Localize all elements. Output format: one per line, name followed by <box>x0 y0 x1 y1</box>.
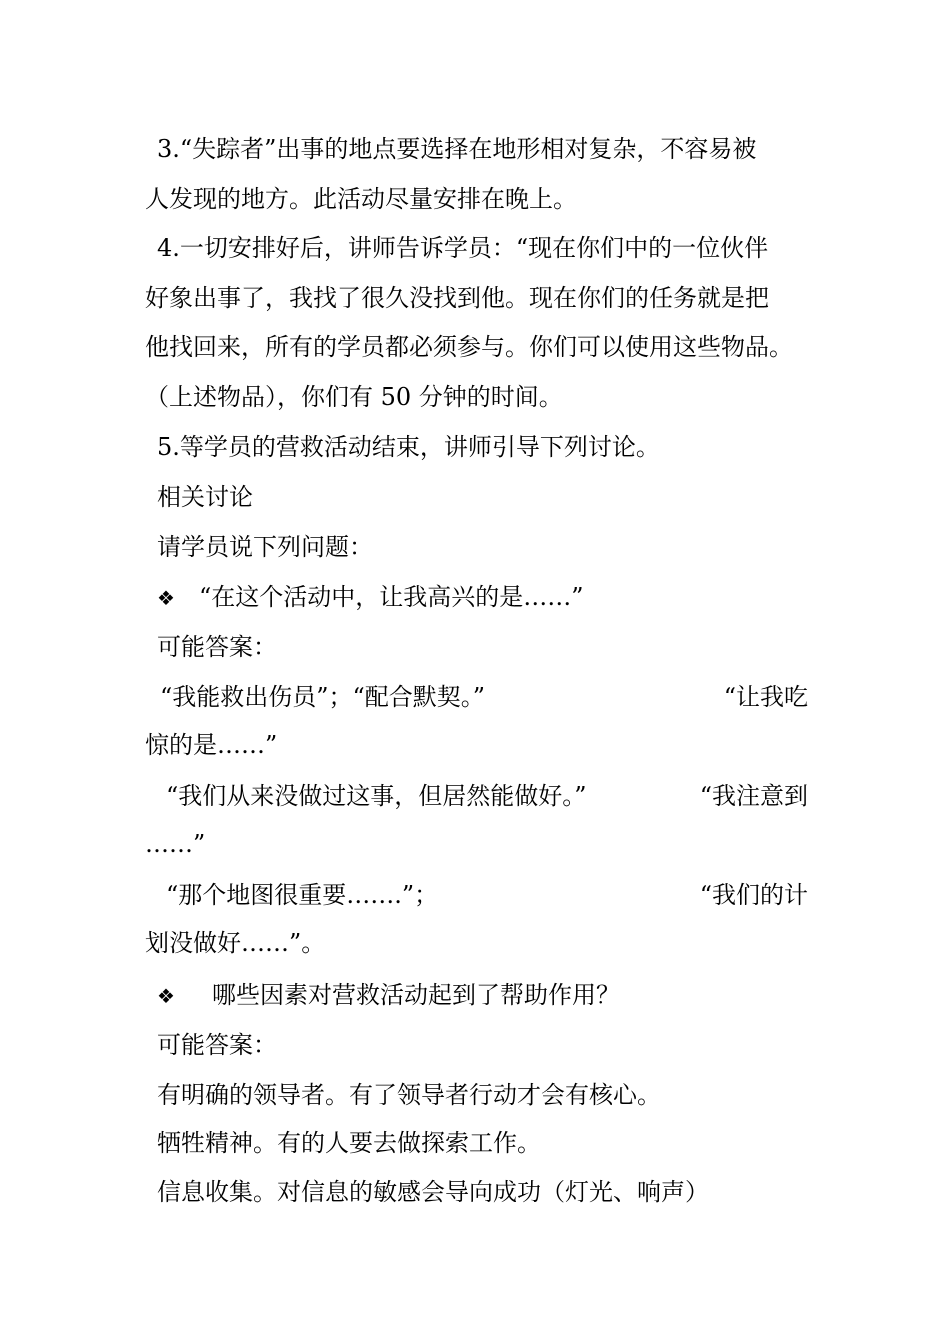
paragraph-line: 5.等学员的营救活动结束，讲师引导下列讨论。 <box>157 433 660 461</box>
bullet-icon: ❖ <box>157 586 175 610</box>
answers-label: 可能答案： <box>157 1031 277 1059</box>
section-heading: 相关讨论 <box>157 483 253 511</box>
answer-continuation: ……” <box>145 830 206 858</box>
paragraph-line: 请学员说下列问题： <box>157 533 373 561</box>
answers-label: 可能答案： <box>157 633 277 661</box>
bullet-icon: ❖ <box>157 984 175 1008</box>
paragraph-line: 有明确的领导者。有了领导者行动才会有核心。 <box>157 1081 661 1109</box>
bullet-item <box>157 572 810 622</box>
bullet-text: 哪些因素对营救活动起到了帮助作用？ <box>212 981 620 1009</box>
answer-continuation: 惊的是……” <box>145 731 278 759</box>
answer-continuation: 划没做好……”。 <box>145 929 326 957</box>
answer-row <box>166 870 808 920</box>
paragraph-line: 信息收集。对信息的敏感会导向成功（灯光、响声） <box>157 1178 709 1206</box>
bullet-text: “在这个活动中，让我高兴的是……” <box>199 583 584 611</box>
answer-row <box>166 771 808 821</box>
bullet-item <box>157 970 810 1020</box>
paragraph-line: 牺牲精神。有的人要去做探索工作。 <box>157 1129 541 1157</box>
answer-text: “我注意到 <box>699 782 808 810</box>
answer-row <box>160 672 808 722</box>
answer-text: “那个地图很重要…….”； <box>166 881 439 909</box>
answer-text: “我能救出伤员”；“配合默契。” <box>160 683 486 711</box>
paragraph-line: 人发现的地方。此活动尽量安排在晚上。 <box>145 185 577 213</box>
paragraph-line: 好象出事了，我找了很久没找到他。现在你们的任务就是把 <box>145 284 769 312</box>
answer-text: “我们的计 <box>699 881 808 909</box>
answer-text: “让我吃 <box>723 683 808 711</box>
paragraph-line: 他找回来，所有的学员都必须参与。你们可以使用这些物品。 <box>145 333 793 361</box>
answer-text: “我们从来没做过这事，但居然能做好。” <box>166 782 587 810</box>
paragraph-line: 3.“失踪者”出事的地点要选择在地形相对复杂，不容易被 <box>157 135 757 163</box>
paragraph-line: 4.一切安排好后，讲师告诉学员：“现在你们中的一位伙伴 <box>157 234 769 262</box>
paragraph-line: （上述物品），你们有 50 分钟的时间。 <box>145 383 563 411</box>
